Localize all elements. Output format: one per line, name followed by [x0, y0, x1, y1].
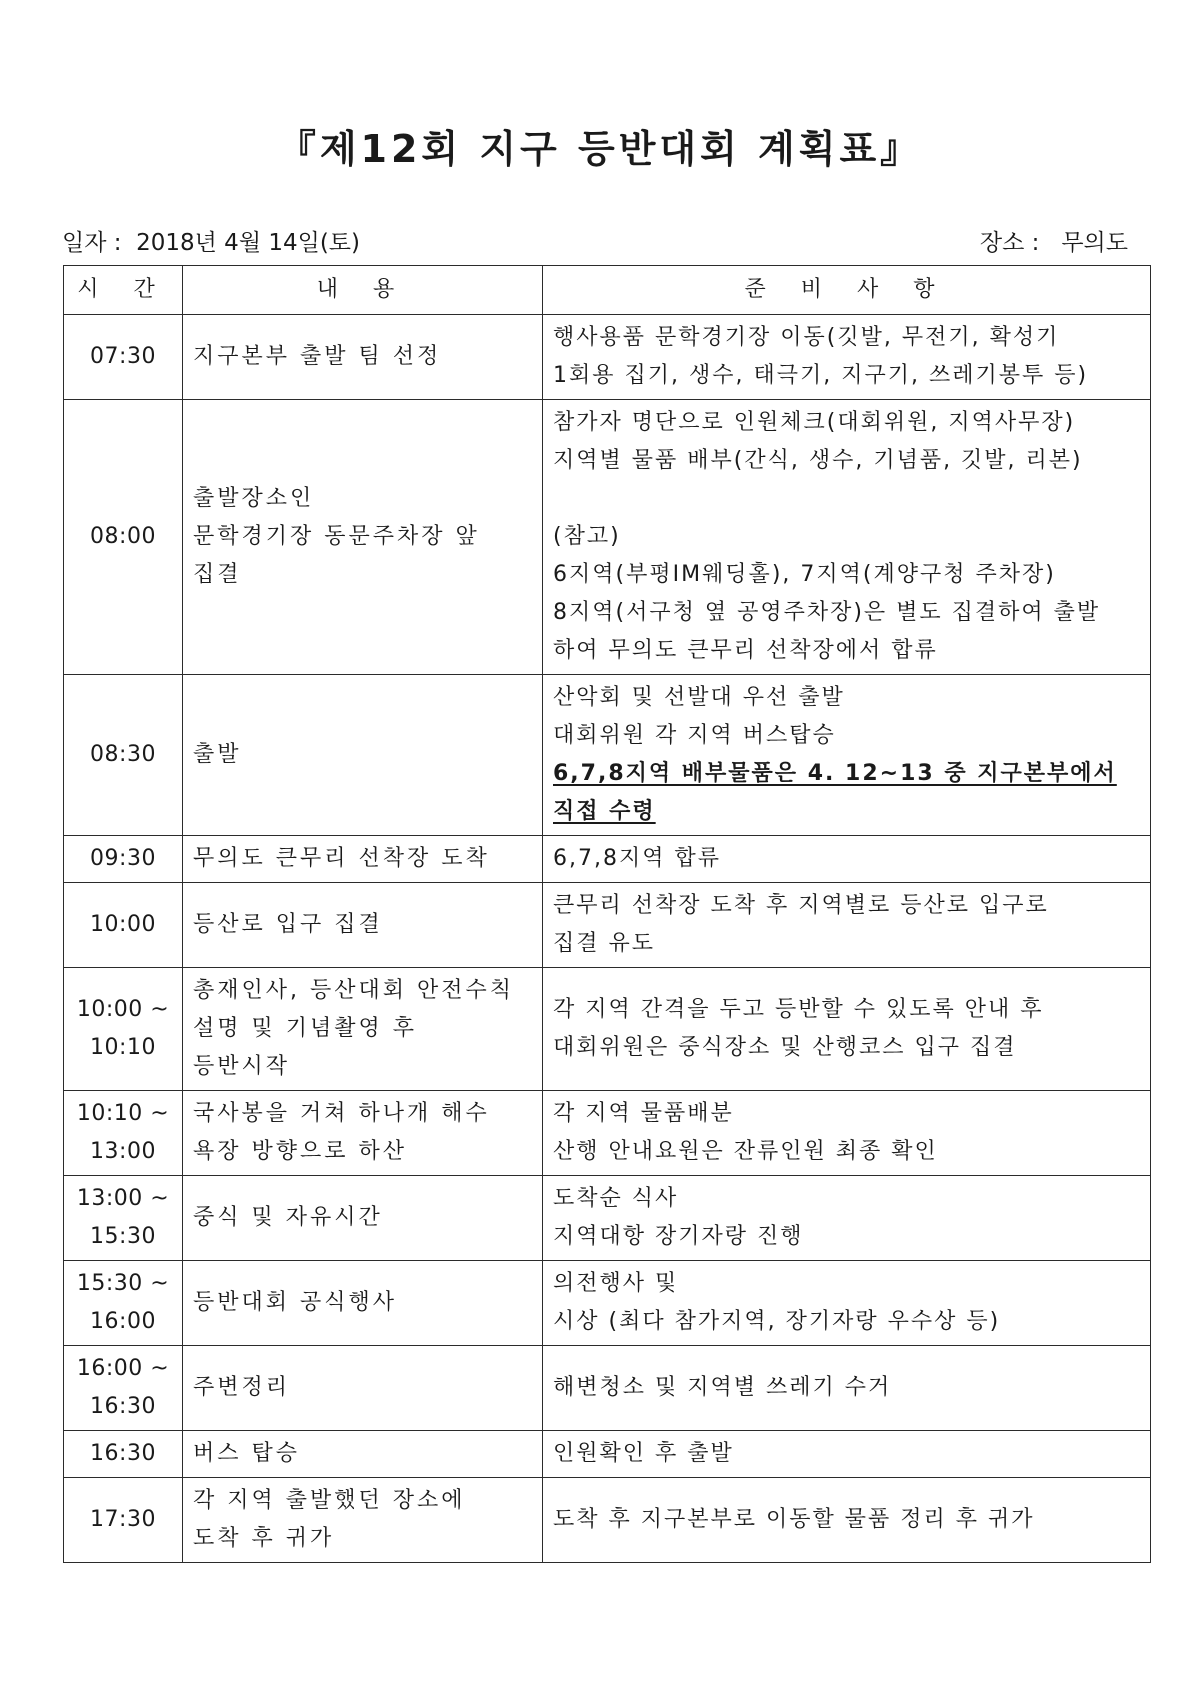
content-cell: [183, 1478, 543, 1563]
time-cell: [64, 1176, 183, 1261]
preparation-line: 산악회 및 선발대 우선 출발: [553, 685, 845, 710]
preparation-line: 지역대항 장기자랑 진행: [553, 1224, 804, 1249]
preparation-line: (참고): [553, 524, 621, 549]
schedule-row: [64, 315, 1151, 400]
preparation-cell: [543, 400, 1151, 675]
preparation-line: 참가자 명단으로 인원체크(대회위원, 지역사무장): [553, 410, 1076, 435]
content-line: 도착 후 귀가: [193, 1526, 335, 1551]
content-cell: [183, 836, 543, 883]
page-title: 『제12회 지구 등반대회 계획표』: [277, 127, 923, 171]
header-row: [64, 266, 1151, 315]
content-cell: [183, 1431, 543, 1478]
preparation-cell: [543, 1431, 1151, 1478]
preparation-line: 도착 후 지구본부로 이동할 물품 정리 후 귀가: [553, 1507, 1035, 1532]
content-line: 총재인사, 등산대회 안전수칙: [193, 978, 515, 1003]
time-cell: [64, 836, 183, 883]
time-line: 15:30: [90, 1224, 156, 1249]
header-content: 내 용: [183, 266, 543, 315]
schedule-table: [63, 265, 1151, 1563]
time-line: 16:30: [90, 1441, 156, 1466]
header-preparation: 준 비 사 항: [543, 266, 1151, 315]
schedule-table-body: [64, 315, 1151, 1563]
time-line: 15:30 ~: [76, 1271, 170, 1296]
content-line: 등산로 입구 집결: [193, 912, 383, 937]
preparation-line: 하여 무의도 큰무리 선착장에서 합류: [553, 638, 938, 663]
schedule-row: [64, 1091, 1151, 1176]
time-line: 10:00 ~: [76, 997, 170, 1022]
preparation-cell: [543, 1261, 1151, 1346]
preparation-line: 직접 수령: [553, 799, 656, 824]
time-line: 07:30: [90, 344, 156, 369]
schedule-row: [64, 1431, 1151, 1478]
content-cell: [183, 883, 543, 968]
content-line: 출발: [193, 742, 242, 767]
time-line: 16:00 ~: [76, 1356, 170, 1381]
time-cell: [64, 1478, 183, 1563]
preparation-line: 도착순 식사: [553, 1186, 679, 1211]
preparation-line: 6,7,8지역 배부물품은 4. 12~13 중 지구본부에서: [553, 761, 1117, 786]
time-line: 10:00: [90, 912, 156, 937]
preparation-line: 큰무리 선착장 도착 후 지역별로 등산로 입구로: [553, 893, 1049, 918]
content-line: 집결: [193, 562, 242, 587]
content-line: 등반시작: [193, 1054, 291, 1079]
time-line: 17:30: [90, 1507, 156, 1532]
preparation-line: 1회용 집기, 생수, 태극기, 지구기, 쓰레기봉투 등): [553, 363, 1089, 388]
content-cell: [183, 1091, 543, 1176]
time-line: 16:30: [90, 1394, 156, 1419]
preparation-line: 시상 (최다 참가지역, 장기자랑 우수상 등): [553, 1309, 1001, 1334]
preparation-line: [553, 480, 1140, 518]
time-cell: [64, 675, 183, 836]
time-line: 08:00: [90, 524, 156, 549]
schedule-row: [64, 675, 1151, 836]
schedule-row: [64, 1478, 1151, 1563]
time-cell: [64, 883, 183, 968]
preparation-cell: [543, 883, 1151, 968]
time-cell: [64, 1346, 183, 1431]
content-line: 국사봉을 거쳐 하나개 해수: [193, 1101, 490, 1126]
preparation-cell: [543, 315, 1151, 400]
preparation-line: 의전행사 및: [553, 1271, 679, 1296]
preparation-line: 대회위원 각 지역 버스탑승: [553, 723, 836, 748]
schedule-table-header: [64, 266, 1151, 315]
preparation-cell: [543, 675, 1151, 836]
preparation-line: 6지역(부평IM웨딩홀), 7지역(계양구청 주차장): [553, 562, 1056, 587]
content-line: 욕장 방향으로 하산: [193, 1139, 408, 1164]
content-cell: [183, 675, 543, 836]
schedule-row: [64, 400, 1151, 675]
preparation-line: 산행 안내요원은 잔류인원 최종 확인: [553, 1139, 938, 1164]
preparation-line: 집결 유도: [553, 931, 656, 956]
schedule-row: [64, 968, 1151, 1091]
preparation-cell: [543, 968, 1151, 1091]
preparation-line: 인원확인 후 출발: [553, 1441, 734, 1466]
time-line: 10:10 ~: [76, 1101, 170, 1126]
time-line: 10:10: [90, 1035, 156, 1060]
content-line: 각 지역 출발했던 장소에: [193, 1488, 466, 1513]
content-cell: [183, 1261, 543, 1346]
schedule-row: [64, 1261, 1151, 1346]
content-line: 버스 탑승: [193, 1441, 301, 1466]
schedule-row: [64, 836, 1151, 883]
time-cell: [64, 400, 183, 675]
schedule-row: [64, 1176, 1151, 1261]
event-date: 일자 : 2018년 4월 14일(토): [62, 230, 360, 256]
content-line: 문학경기장 동문주차장 앞: [193, 524, 480, 549]
content-cell: [183, 1176, 543, 1261]
event-place: 장소 : 무의도: [979, 230, 1128, 256]
time-cell: [64, 315, 183, 400]
preparation-line: 행사용품 문학경기장 이동(깃발, 무전기, 확성기: [553, 325, 1060, 350]
preparation-line: 해변청소 및 지역별 쓰레기 수거: [553, 1375, 892, 1400]
content-cell: [183, 400, 543, 675]
content-line: 출발장소인: [193, 486, 315, 511]
preparation-cell: [543, 1346, 1151, 1431]
content-line: 무의도 큰무리 선착장 도착: [193, 846, 490, 871]
preparation-cell: [543, 1091, 1151, 1176]
schedule-row: [64, 1346, 1151, 1431]
content-cell: [183, 968, 543, 1091]
time-cell: [64, 968, 183, 1091]
time-cell: [64, 1261, 183, 1346]
content-cell: [183, 1346, 543, 1431]
time-line: 08:30: [90, 742, 156, 767]
preparation-line: 6,7,8지역 합류: [553, 846, 721, 871]
time-cell: [64, 1431, 183, 1478]
time-cell: [64, 1091, 183, 1176]
preparation-line: 대회위원은 중식장소 및 산행코스 입구 집결: [553, 1035, 1017, 1060]
document-meta: [62, 224, 1150, 256]
content-line: 등반대회 공식행사: [193, 1290, 398, 1315]
time-line: 13:00 ~: [76, 1186, 170, 1211]
preparation-cell: [543, 1478, 1151, 1563]
header-time: 시 간: [64, 266, 183, 315]
content-line: 중식 및 자유시간: [193, 1205, 383, 1230]
time-line: 13:00: [90, 1139, 156, 1164]
content-line: 지구본부 출발 팀 선정: [193, 344, 442, 369]
preparation-line: 지역별 물품 배부(간식, 생수, 기념품, 깃발, 리본): [553, 448, 1083, 473]
schedule-row: [64, 883, 1151, 968]
content-line: 주변정리: [193, 1375, 291, 1400]
preparation-line: 각 지역 간격을 두고 등반할 수 있도록 안내 후: [553, 997, 1044, 1022]
time-line: 09:30: [90, 846, 156, 871]
content-line: 설명 및 기념촬영 후: [193, 1016, 417, 1041]
time-line: 16:00: [90, 1309, 156, 1334]
content-cell: [183, 315, 543, 400]
preparation-line: 각 지역 물품배분: [553, 1101, 734, 1126]
preparation-line: 8지역(서구청 옆 공영주차장)은 별도 집결하여 출발: [553, 600, 1101, 625]
preparation-cell: [543, 1176, 1151, 1261]
preparation-cell: [543, 836, 1151, 883]
